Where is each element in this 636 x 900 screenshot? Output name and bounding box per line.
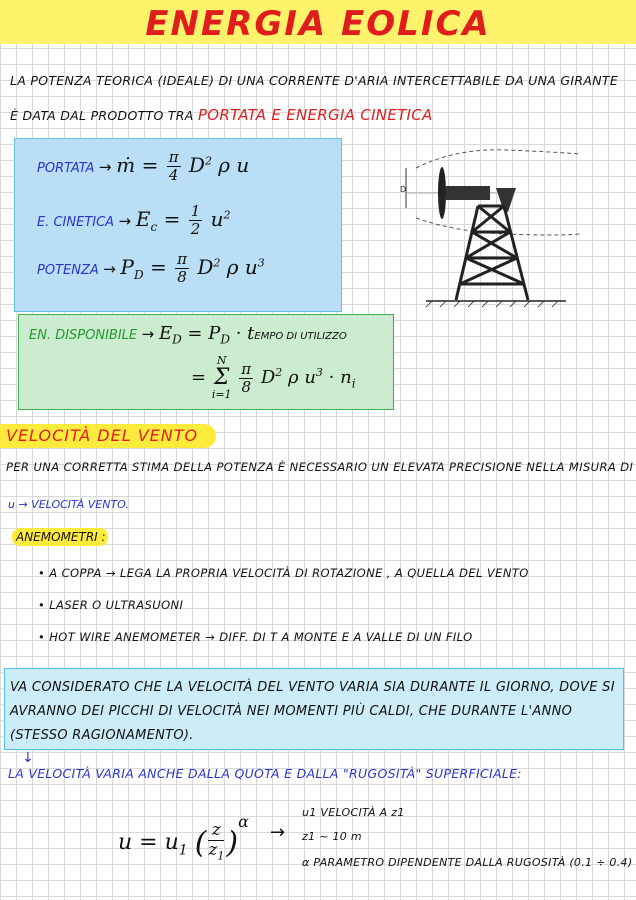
formula-box-green [18,314,394,410]
disponibile-formula-1: $E_D = P_D$ · tEMPO DI UTILIZZO [158,323,347,347]
nacelle [446,186,490,200]
arrow-down-icon: ↓ [22,750,34,766]
portata-row: PORTATA → ṁ = $\frac{\pi}{4}$ $D^2$ ρ u [37,148,250,184]
intro-text: LA POTENZA TEORICA (IDEALE) DI UNA CORRENTE D'ARIA INTERCETTABILE DA UNA GIRANTE È DATA DAL PRODOTTO TRA [10,73,619,123]
rotor-blade [438,167,446,219]
legend-item: z1 ~ 10 m [302,830,362,843]
wind-speed-symbol: u → VELOCITÀ VENTO. [8,498,129,511]
intro-highlight: PORTATA E ENERGIA CINETICA [197,106,433,124]
formula-box-blue [14,138,342,312]
potenza-label: POTENZA [37,263,99,278]
wind-turbine-figure [396,148,582,308]
wind-speed-paragraph: PER UNA CORRETTA STIMA DELLA POTENZA È NECESSARIO UN ELEVATA PRECISIONE NELLA MISURA DI [6,460,634,474]
disponibile-label: EN. DISPONIBILE [29,328,138,343]
page-title: ENERGIA EOLICA [145,4,491,44]
diameter-label: D [400,185,407,194]
bullet-item: • A COPPA → LEGA LA PROPRIA VELOCITÀ DI ROTAZIONE , A QUELLA DEL VENTO [38,566,529,580]
power-law-formula: $u = u_1$ ( $\frac{z}{z_1}$ )$^\alpha$ [118,812,249,863]
anemometri-heading: ANEMOMETRI : [16,530,106,544]
bullet-item: • HOT WIRE ANEMOMETER → DIFF. DI T A MONTE E A VALLE DI UN FILO [38,630,473,644]
intro-paragraph [10,64,630,133]
note-text: VA CONSIDERATO CHE LA VELOCITÀ DEL VENTO VARIA SIA DURANTE IL GIORNO, DOVE SI AVRANNO DEI PICCHI DI VELOCITÀ NEI MOMENTI PIÙ CALDI, CHE DURANTE L'ANNO (STESSO RAGIONAMENTO). [10,680,615,743]
section-title-wind-speed: VELOCITÀ DEL VENTO [6,426,199,445]
bullet-item: • LASER O ULTRASUONI [38,598,184,612]
disponibile-row-2 [191,355,356,401]
potenza-formula: $P_D$ = $\frac{\pi}{8}$ $D^2$ ρ $u^3$ [120,250,265,286]
potenza-row: POTENZA → $P_D$ = $\frac{\pi}{8}$ $D^2$ ρ $u^3$ [37,250,265,286]
cinetica-row: E. CINETICA → $E_c$ = $\frac{1}{2}$ $u^2$ [37,202,231,238]
portata-label: PORTATA [37,161,95,176]
lattice-tower [456,206,528,300]
disponibile-formula-2: = N Σ i=1 $\frac{\pi}{8}$ $D^2$ ρ $u^3 \cdot n_i$ [191,354,356,401]
portata-formula: ṁ = $\frac{\pi}{4}$ $D^2$ ρ u [116,148,250,184]
legend-item: α PARAMETRO DIPENDENTE DALLA RUGOSITÀ (0.1 ÷ 0.4) [302,856,633,869]
cinetica-label: E. CINETICA [37,215,115,230]
arrow-right-icon: → [270,822,286,843]
disponibile-row: EN. DISPONIBILE → $E_D = P_D$ · tEMPO DI UTILIZZO [29,323,347,347]
legend-item: u1 VELOCITÀ A z1 [302,806,405,819]
variation-text: LA VELOCITÀ VARIA ANCHE DALLA QUOTA E DALLA "RUGOSITÀ" SUPERFICIALE: [8,766,522,781]
cinetica-formula: $E_c$ = $\frac{1}{2}$ $u^2$ [135,202,231,238]
